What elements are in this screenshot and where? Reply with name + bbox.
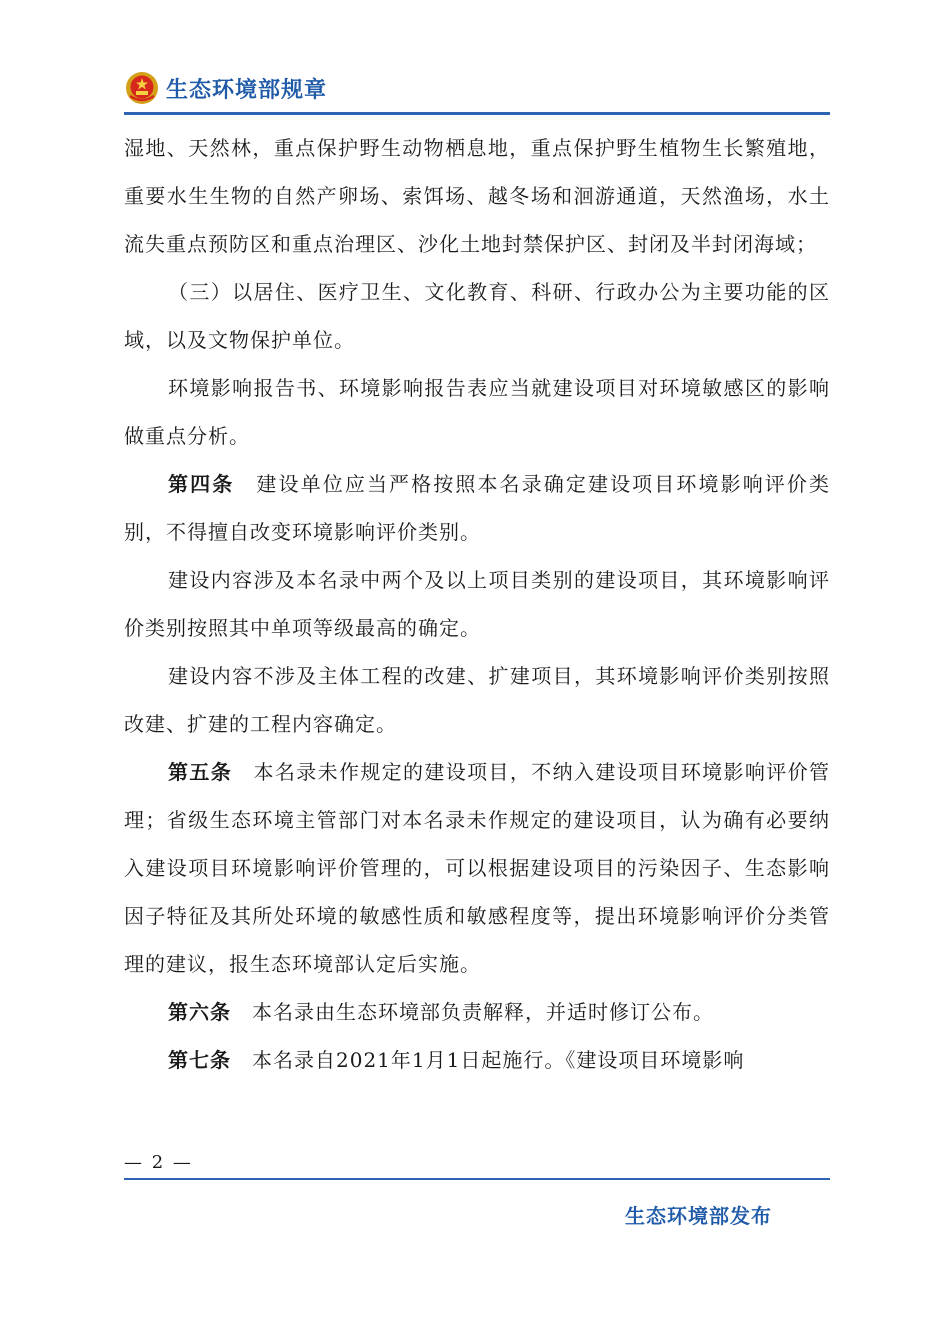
paragraph	[124, 268, 830, 364]
article-number: 第六条	[168, 1000, 231, 1024]
footer-divider	[124, 1178, 830, 1180]
paragraph	[124, 556, 830, 652]
paragraph-text: 本名录由生态环境部负责解释，并适时修订公布。	[252, 1000, 714, 1024]
paragraph-text: 本名录自2021年1月1日起施行。《建设项目环境影响	[252, 1048, 745, 1072]
document-body	[124, 124, 830, 1084]
article-paragraph	[124, 1036, 830, 1084]
paragraph-text: 建设内容不涉及主体工程的改建、扩建项目，其环境影响评价类别按照改建、扩建的工程内容确定。	[124, 664, 830, 736]
paragraph	[124, 652, 830, 748]
article-number: 第五条	[168, 760, 233, 784]
page-number: — 2 —	[124, 1152, 193, 1173]
paragraph	[124, 364, 830, 460]
paragraph-text: 本名录未作规定的建设项目，不纳入建设项目环境影响评价管理；省级生态环境主管部门对本名录未作规定的建设项目，认为确有必要纳入建设项目环境影响评价管理的，可以根据建设项目的污染因子、生态影响因子特征及其所处环境的敏感性质和敏感程度等，提出环境影响评价分类管理的建议，报生态环境部认定后实施。	[124, 760, 831, 976]
paragraph-text: 建设内容涉及本名录中两个及以上项目类别的建设项目，其环境影响评价类别按照其中单项等级最高的确定。	[124, 568, 830, 640]
paragraph	[124, 124, 830, 268]
header-divider	[124, 112, 830, 115]
publisher-label: 生态环境部发布	[625, 1204, 772, 1228]
header	[124, 68, 327, 108]
article-number: 第四条	[168, 472, 235, 496]
paragraph-text: 环境影响报告书、环境影响报告表应当就建设项目对环境敏感区的影响做重点分析。	[124, 376, 830, 448]
article-paragraph	[124, 748, 830, 988]
article-paragraph	[124, 460, 830, 556]
article-number: 第七条	[168, 1048, 231, 1072]
paragraph-text: 建设单位应当严格按照本名录确定建设项目环境影响评价类别，不得擅自改变环境影响评价类别。	[124, 472, 831, 544]
paragraph-text: 湿地、天然林，重点保护野生动物栖息地，重点保护野生植物生长繁殖地，重要水生生物的自然产卵场、索饵场、越冬场和洄游通道，天然渔场，水土流失重点预防区和重点治理区、沙化土地封禁保护区、封闭及半封闭海域；	[124, 136, 830, 256]
article-paragraph	[124, 988, 830, 1036]
national-emblem-icon	[124, 70, 160, 106]
header-title: 生态环境部规章	[166, 77, 328, 103]
paragraph-text: （三）以居住、医疗卫生、文化教育、科研、行政办公为主要功能的区域，以及文物保护单位。	[124, 280, 830, 352]
